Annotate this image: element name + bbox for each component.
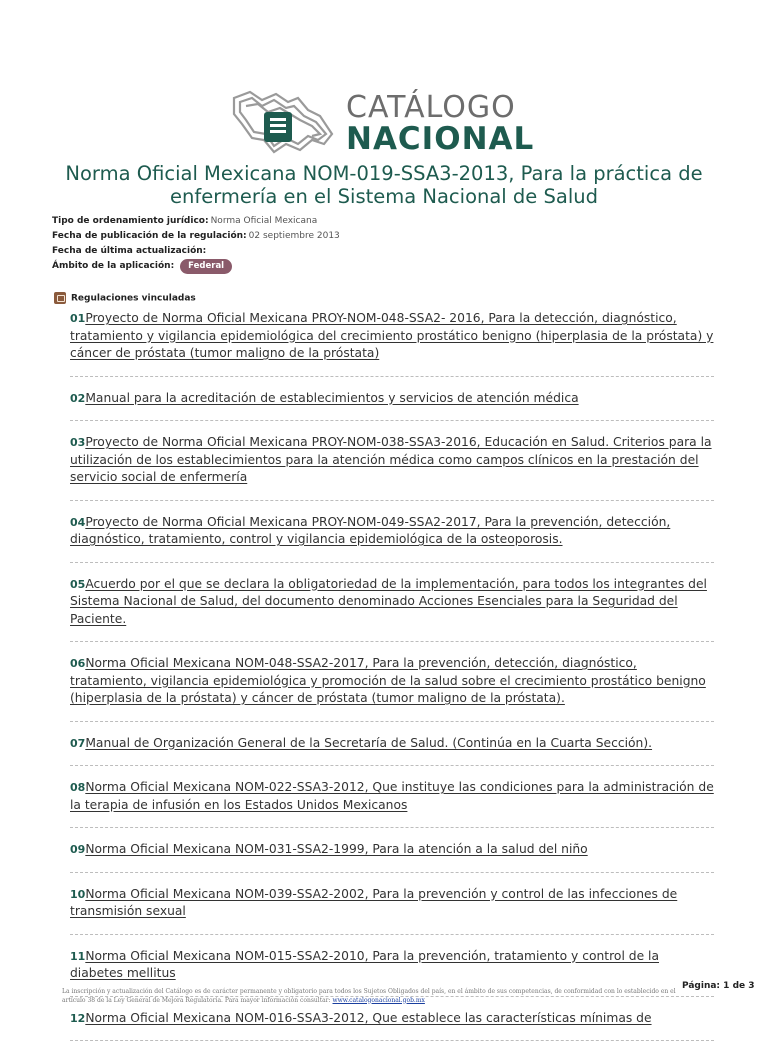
regulation-metadata [52,214,340,274]
regulation-link[interactable]: Proyecto de Norma Oficial Mexicana PROY-NOM-049-SSA2-2017, Para la prevención, detección, diagnóstico, tratamiento, control y vigilancia epidemiológica de la osteoporosis. [70,514,671,546]
item-number: 05 [70,577,86,591]
footer-note [62,988,682,1005]
meta-publicacion-label: Fecha de publicación de la regulación: [52,231,247,241]
meta-ambito-label: Ámbito de la aplicación: [52,261,175,271]
catalog-document-icon [228,88,338,156]
regulation-link[interactable]: Proyecto de Norma Oficial Mexicana PROY-NOM-048-SSA2- 2016, Para la detección, diagnóstico, tratamiento y vigilancia epidemiológica del crecimiento prostático benigno (hiperplasia de la próstata) y cáncer de próstata (tumor maligno de la próstata) [70,311,714,360]
regulation-link[interactable]: Norma Oficial Mexicana NOM-039-SSA2-2002, Para la prevención y control de las infecciones de transmisión sexual [70,886,678,918]
list-item-content [70,655,714,708]
list-item-content [70,390,714,408]
section-regulaciones-vinculadas [54,292,196,308]
footer-text: La inscripción y actualización del Catálogo es de carácter permanente y obligatorio para todos los Sujetos Obligados del país, en el ámbito de sus competencias, de conformidad con lo establecido en el artículo 38 de la Ley General de Mejora Regulatoria. Para mayor información consultar: [62,988,676,1004]
regulation-link[interactable]: Acuerdo por el que se declara la obligatoriedad de la implementación, para todos los integrantes del Sistema Nacional de Salud, del documento denominado Acciones Esenciales para la Seguridad del Paciente. [70,576,707,626]
footer-link[interactable]: www.catalogonacional.gob.mx [332,996,425,1004]
list-item-content [70,576,714,629]
list-item [70,1010,714,1042]
list-item-content [70,310,714,363]
meta-actualizacion [52,244,340,259]
document-icon [54,292,66,304]
list-item-content [70,1010,714,1028]
page-number: Página: 1 de 3 [682,981,755,991]
item-number: 09 [70,843,86,856]
item-number: 11 [70,949,86,963]
meta-ambito [52,259,340,274]
list-item [70,841,714,873]
list-item [70,434,714,501]
regulation-link[interactable]: Proyecto de Norma Oficial Mexicana PROY-NOM-038-SSA3-2016, Educación en Salud. Criterios para la utilización de los establecimientos para la atención médica como campos clínicos en la prestación del servicio social de enfermería [70,435,712,484]
meta-tipo-label: Tipo de ordenamiento jurídico: [52,216,209,226]
logo-text-nacional: NACIONAL [346,121,535,157]
regulation-link[interactable]: Manual de Organización General de la Secretaría de Salud. (Continúa en la Cuarta Sección). [85,735,653,750]
item-number: 12 [70,1011,86,1025]
list-item-content [70,514,714,549]
ambito-badge: Federal [180,259,232,274]
item-number: 02 [70,391,86,405]
list-item [70,310,714,377]
list-item [70,735,714,767]
list-item-content [70,841,714,859]
list-item-content [70,886,714,921]
linked-regulations-list [70,310,714,1054]
item-number: 06 [70,657,86,670]
list-item [70,390,714,422]
item-number: 01 [70,312,86,325]
meta-actualizacion-label: Fecha de última actualización: [52,246,207,256]
list-item [70,886,714,935]
logo-text-catalogo: CATÁLOGO [346,90,516,125]
meta-tipo-value: Norma Oficial Mexicana [210,216,318,226]
item-number: 04 [70,515,86,529]
list-item [70,514,714,563]
item-number: 07 [70,736,86,750]
regulation-link[interactable]: Manual para la acreditación de establecimientos y servicios de atención médica [85,390,579,405]
list-item-content [70,779,714,814]
meta-publicacion-value: 02 septiembre 2013 [248,231,340,241]
meta-publicacion [52,229,340,244]
page-title: Norma Oficial Mexicana NOM-019-SSA3-2013, Para la práctica de enfermería en el Sistema Nacional de Salud [65,162,703,208]
regulation-link[interactable]: Norma Oficial Mexicana NOM-015-SSA2-2010, Para la prevención, tratamiento y control de la diabetes mellitus [70,948,659,980]
regulation-link[interactable]: Norma Oficial Mexicana NOM-022-SSA3-2012, Que instituye las condiciones para la administración de la terapia de infusión en los Estados Unidos Mexicanos [70,780,714,812]
list-item [70,655,714,722]
catalogo-nacional-logo [228,88,538,156]
meta-tipo [52,214,340,229]
list-item [70,779,714,828]
regulation-link[interactable]: Norma Oficial Mexicana NOM-048-SSA2-2017, Para la prevención, detección, diagnóstico, tratamiento, vigilancia epidemiológica y promoción de la salud sobre el crecimiento prostático benigno (hiperplasia de la próstata) y cáncer de próstata (tumor maligno de la próstata). [70,656,706,705]
section-title: Regulaciones vinculadas [71,293,196,304]
item-number: 03 [70,436,86,449]
list-item [70,576,714,643]
list-item-content [70,434,714,487]
list-item-content [70,948,714,983]
item-number: 08 [70,781,86,794]
list-item-content [70,735,714,753]
regulation-link[interactable]: Norma Oficial Mexicana NOM-031-SSA2-1999, Para la atención a la salud del niño [85,842,588,856]
regulation-link[interactable]: Norma Oficial Mexicana NOM-016-SSA3-2012, Que establece las características mínimas de [85,1010,652,1025]
item-number: 10 [70,887,86,901]
